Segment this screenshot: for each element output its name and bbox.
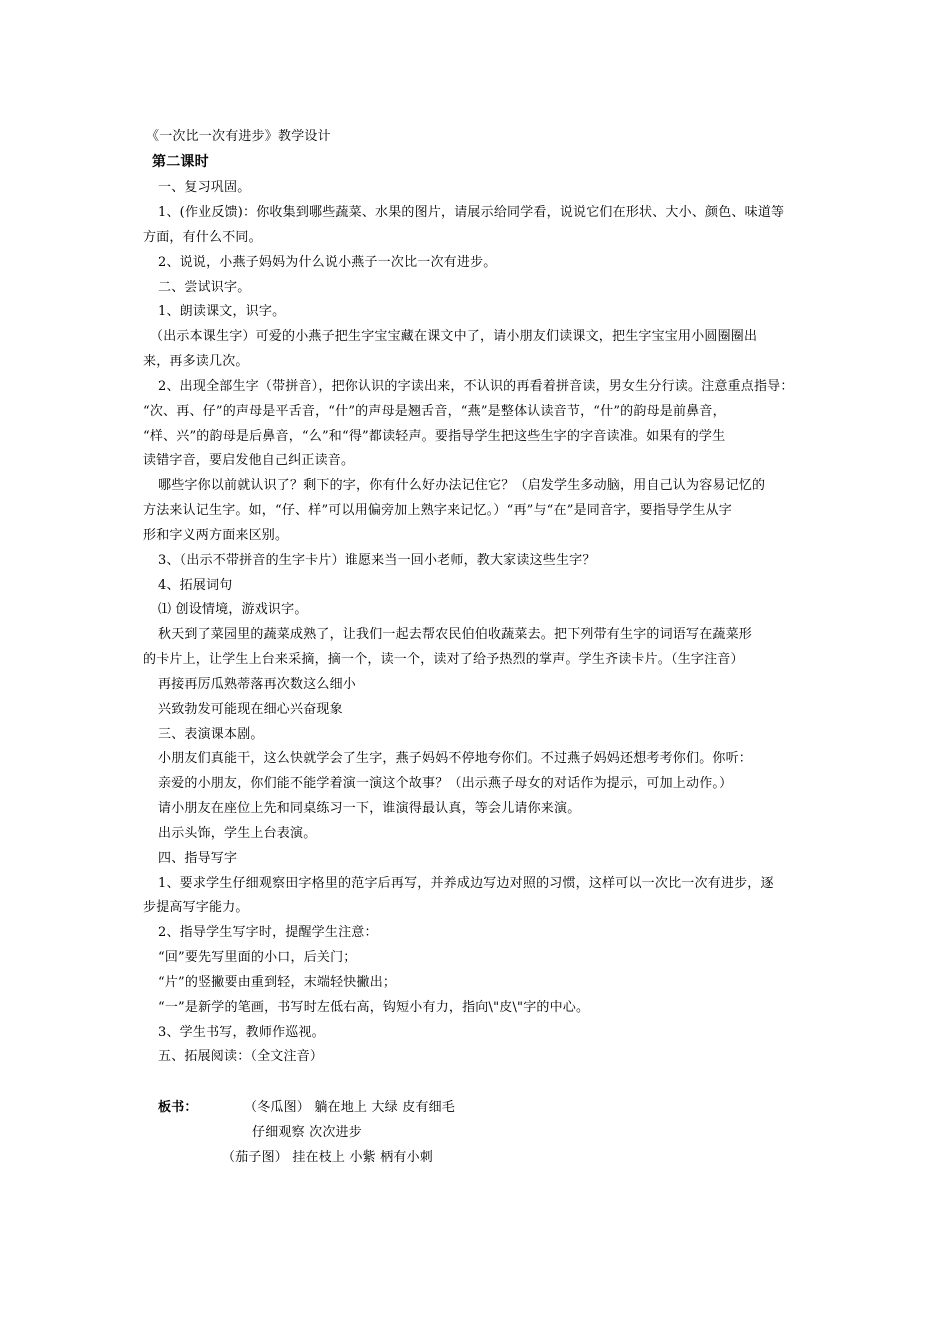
paragraph-line: 来，再多读几次。 xyxy=(143,354,249,369)
paragraph-line: 3、（出示不带拼音的生字卡片）谁愿来当一回小老师，教大家读这些生字？ xyxy=(158,553,596,568)
paragraph-line: 2、说说，小燕子妈妈为什么说小燕子一次比一次有进步。 xyxy=(158,255,497,270)
paragraph-line: 3、学生书写，教师作巡视。 xyxy=(158,1025,325,1040)
board-line: （茄子图） 挂在枝上 小紫 柄有小刺 xyxy=(222,1150,433,1165)
paragraph-line: “回”要先写里面的小口，后关门； xyxy=(158,950,357,965)
paragraph-line: 方法来认记生字。如，“仔、样”可以用偏旁加上熟字来记忆。）“再”与“在”是同音字，要指导学生从字 xyxy=(143,503,732,518)
paragraph-line: 请小朋友在座位上先和同桌练习一下，谁演得最认真，等会儿请你来演。 xyxy=(158,801,581,816)
paragraph-line: 2、指导学生写字时，提醒学生注意： xyxy=(158,925,378,940)
word-list-line: 兴致勃发可能现在细心兴奋现象 xyxy=(158,702,343,717)
paragraph-line: 读错字音，要启发他自己纠正读音。 xyxy=(143,453,355,468)
paragraph-line: 1、要求学生仔细观察田字格里的范字后再写，并养成边写边对照的习惯，这样可以一次比一次有进步，逐 xyxy=(158,876,774,891)
paragraph-line: 出示头饰，学生上台表演。 xyxy=(158,826,317,841)
paragraph-line: 步提高写字能力。 xyxy=(143,900,249,915)
paragraph-line: 秋天到了菜园里的蔬菜成熟了，让我们一起去帮农民伯伯收蔬菜去。把下列带有生字的词语写在蔬菜形 xyxy=(158,627,753,642)
paragraph-line: 1、朗读课文，识字。 xyxy=(158,304,286,319)
board-line: （冬瓜图） 躺在地上 大绿 皮有细毛 xyxy=(244,1100,455,1115)
section-heading: 三、表演课本剧。 xyxy=(158,727,264,742)
paragraph-line: 哪些字你以前就认识了？剩下的字，你有什么好办法记住它？（启发学生多动脑，用自己认为容易记忆的 xyxy=(158,478,766,493)
document-title: 《一次比一次有进步》教学设计 xyxy=(146,129,331,144)
paragraph-line: （出示本课生字）可爱的小燕子把生字宝宝藏在课文中了，请小朋友们读课文，把生字宝宝用小圆圈圈出 xyxy=(150,329,758,344)
paragraph-line: 4、拓展词句 xyxy=(158,578,233,593)
paragraph-line: 2、出现全部生字（带拼音），把你认识的字读出来，不认识的再看着拼音读，男女生分行读。注意重点指导： xyxy=(158,379,794,394)
paragraph-line: 形和字义两方面来区别。 xyxy=(143,528,289,543)
paragraph-line: “一”是新学的笔画，书写时左低右高，钩短小有力，指向\"皮\"字的中心。 xyxy=(158,1000,590,1015)
section-heading: 一、复习巩固。 xyxy=(158,180,251,195)
lesson-heading: 第二课时 xyxy=(152,154,209,170)
section-heading: 二、尝试识字。 xyxy=(158,280,251,295)
board-line: 仔细观察 次次进步 xyxy=(252,1125,362,1140)
section-heading: 五、拓展阅读：（全文注音） xyxy=(158,1049,324,1064)
paragraph-line: 小朋友们真能干，这么快就学会了生字，燕子妈妈不停地夸你们。不过燕子妈妈还想考考你们。你听： xyxy=(158,751,753,766)
paragraph-line: 1、(作业反馈)：你收集到哪些蔬菜、水果的图片，请展示给同学看，说说它们在形状、大小、颜色、味道等 xyxy=(158,205,785,220)
paragraph-line: “次、再、仔”的声母是平舌音，“什”的声母是翘舌音，“燕”是整体认读音节，“什”的韵母是前鼻音， xyxy=(143,404,726,419)
paragraph-line: 的卡片上，让学生上台来采摘，摘一个，读一个，读对了给予热烈的掌声。学生齐读卡片。（生字注音） xyxy=(143,652,744,667)
paragraph-line: “样、兴”的韵母是后鼻音，“么”和“得”都读轻声。要指导学生把这些生字的字音读准。如果有的学生 xyxy=(143,429,726,444)
word-list-line: 再接再厉瓜熟蒂落再次数这么细小 xyxy=(158,677,357,692)
paragraph-line: ⑴ 创设情境，游戏识字。 xyxy=(158,602,308,617)
board-label: 板书： xyxy=(158,1100,198,1115)
section-heading: 四、指导写字 xyxy=(158,851,238,866)
paragraph-line: “片”的竖撇要由重到轻，末端轻快撇出； xyxy=(158,975,397,990)
paragraph-line: 亲爱的小朋友，你们能不能学着演一演这个故事？（出示燕子母女的对话作为提示，可加上动作。） xyxy=(158,776,733,791)
paragraph-line: 方面，有什么不同。 xyxy=(143,230,262,245)
